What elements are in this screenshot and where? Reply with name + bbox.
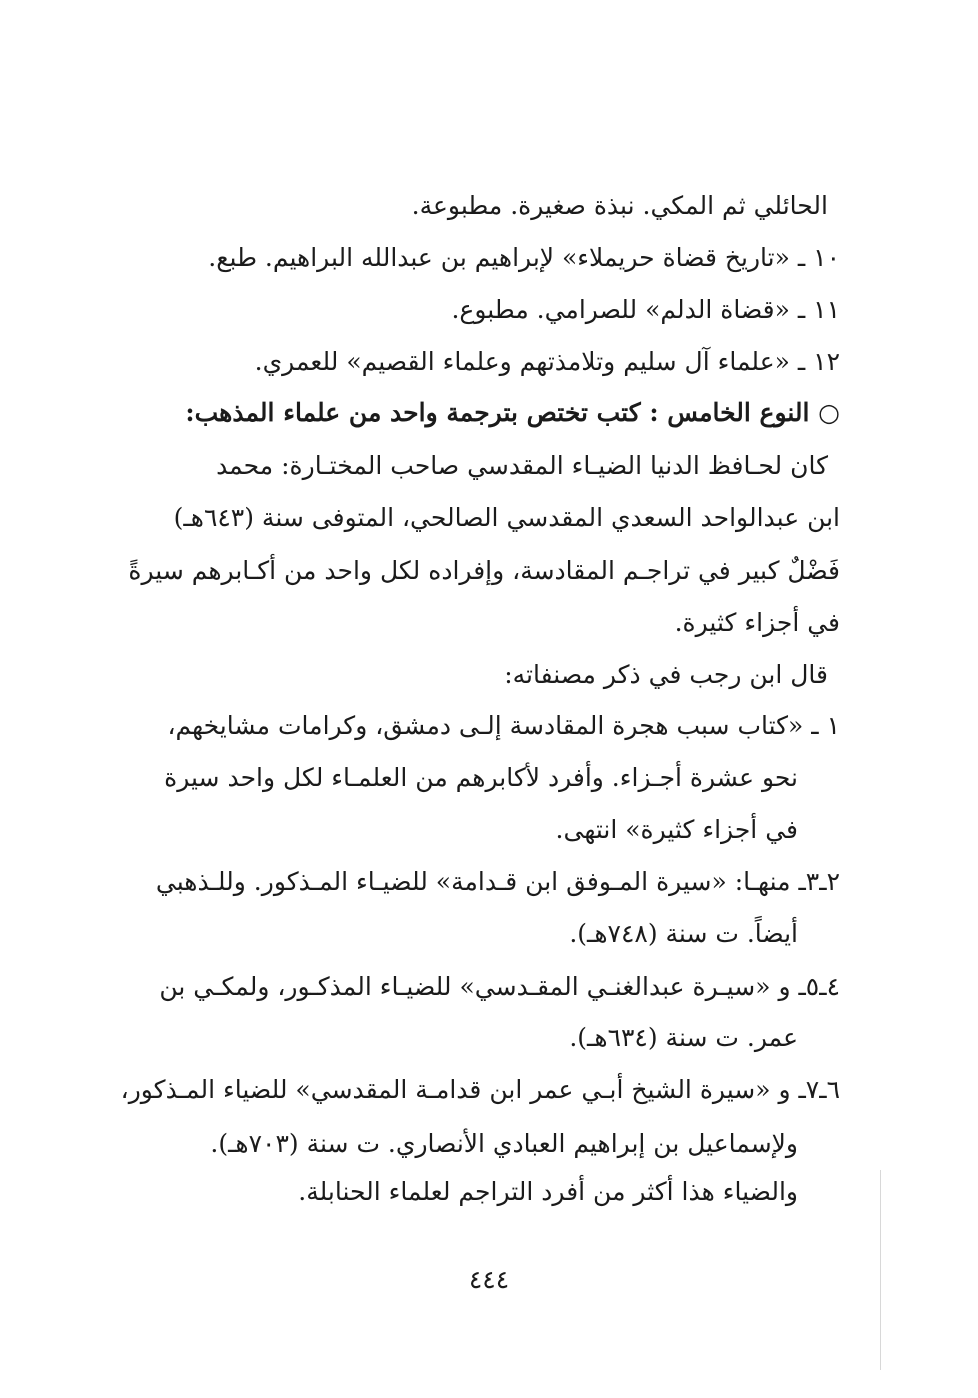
section-heading: ○ النوع الخامس : كتب تختص بترجمة واحد من علماء المذهب: [185, 398, 840, 427]
list-item-1: ١ ـ «كتاب سبب هجرة المقادسة إلـى دمشق، وكرامات مشايخهم، [167, 711, 840, 740]
list-item-continuation: نحو عشرة أجـزاء. وأفرد لأكابرهم من العلمـاء لكل واحد سيرة [164, 763, 798, 792]
paragraph-line: ابن عبدالواحد السعدي المقدسي الصالحي، المتوفى سنة (٦٤٣هـ) [173, 503, 840, 532]
list-item-4-5: ٤ـ٥ـ و «سيـرة عبدالغنـي المقـدسي» للضيـاء المذكـور، ولمكـي بن [159, 972, 840, 1001]
paragraph-line: كان لحـافظ الدنيا الضيـاء المقدسي صاحب المختـارة: محمد [216, 451, 828, 480]
list-item-10: ١٠ ـ «تاريخ قضاة حريملاء» لإبراهيم بن عبدالله البراهيم. طبع. [208, 243, 840, 272]
list-item-continuation: والضياء هذا أكثر من أفرد التراجم لعلماء الحنابلة. [298, 1177, 798, 1206]
list-item-continuation: أيضاً. ت سنة (٧٤٨هـ). [569, 919, 798, 948]
list-item-11: ١١ ـ «قضاة الدلم» للصرامي. مطبوع. [451, 295, 840, 324]
list-item-continuation: في أجزاء كثيرة» انتهى. [555, 815, 798, 844]
list-item-continuation: عمر. ت سنة (٦٣٤هـ). [569, 1023, 798, 1052]
list-item-12: ١٢ ـ «علماء آل سليم وتلامذتهم وعلماء القصيم» للعمري. [254, 347, 840, 376]
paragraph-line: قال ابن رجب في ذكر مصنفاته: [504, 660, 828, 689]
page-number: ٤٤٤ [468, 1265, 510, 1294]
list-item-continuation: ولإسماعيل بن إبراهيم العبادي الأنصاري. ت سنة (٧٠٣هـ). [210, 1129, 798, 1158]
paragraph-line: في أجزاء كثيرة. [674, 608, 840, 637]
list-item-6-7: ٦ـ٧ـ و «سيرة الشيخ أبـي عمر ابن قدامـة المقدسي» للضياء المـذكور، [120, 1075, 840, 1104]
paragraph-line: فَضْلٌ كبير في تراجـم المقادسة، وإفراده لكل واحد من أكـابرهم سيرةً [128, 556, 840, 585]
list-item-2-3: ٢ـ٣ـ منهـا: «سيرة المـوفق ابن قـدامة» للضيـاء المـذكور. وللـذهبي [155, 867, 840, 896]
text-line: الحائلي ثم المكي. نبذة صغيرة. مطبوعة. [411, 191, 828, 220]
